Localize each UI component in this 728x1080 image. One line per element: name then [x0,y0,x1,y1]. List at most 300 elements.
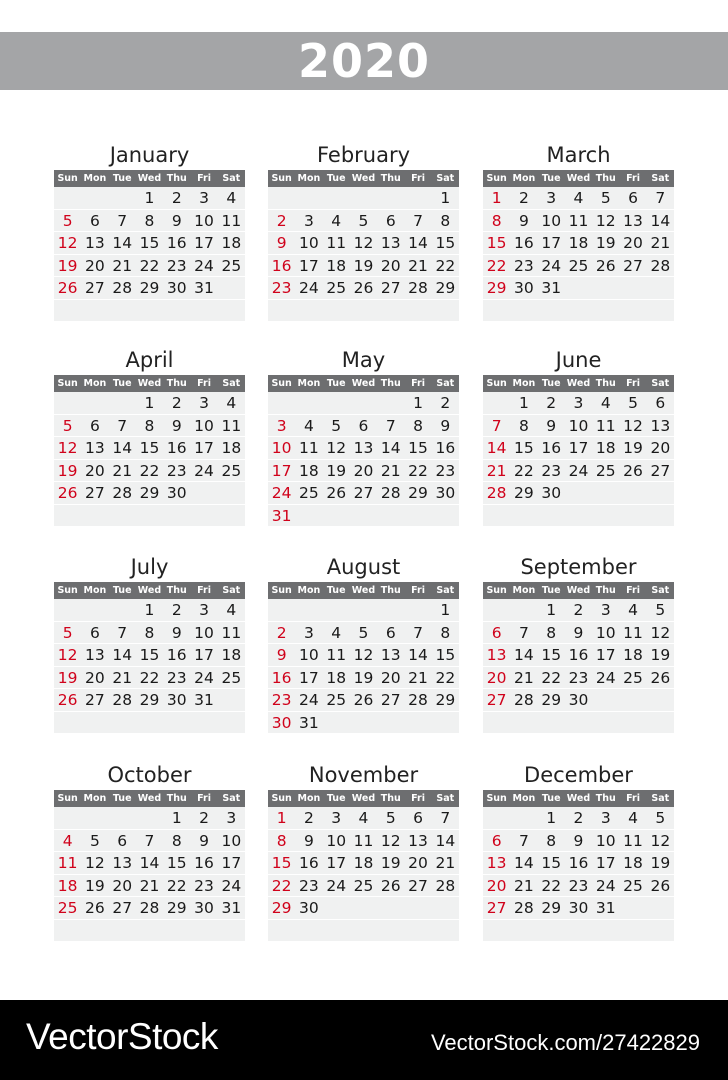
day-cell: 29 [486,279,507,297]
day-cell [404,599,431,621]
day-cell: 3 [226,809,237,827]
day-cell: 5 [89,831,100,850]
day-cell: 29 [514,484,534,502]
month-title: April [125,348,174,372]
month-title: August [326,555,401,579]
day-cell: 4 [628,809,638,827]
day-cell: 28 [112,484,133,502]
weekday-header [54,375,245,392]
week-row [54,460,245,483]
day-cell [268,599,295,621]
day-cell [592,689,619,711]
day-cell: 22 [486,256,507,275]
day-cell: 11 [326,234,347,252]
day-cell: 3 [331,809,342,827]
day-cell: 7 [117,211,128,230]
weekday-label: Wed [351,378,376,389]
day-cell: 7 [117,416,128,435]
day-cell: 20 [650,439,671,457]
day-cell: 25 [623,668,643,687]
weekday-label: Thu [595,793,616,804]
day-cell: 1 [276,809,287,827]
day-cell: 18 [221,234,242,252]
day-cell: 11 [623,623,643,642]
day-cell [323,392,350,414]
weekday-header [483,790,674,807]
day-cell: 4 [628,601,638,619]
day-cell [592,482,619,504]
day-cell: 22 [435,668,456,687]
month-may [268,345,459,527]
day-cell [218,277,245,299]
day-cell: 15 [139,439,160,457]
day-cell: 25 [299,484,319,502]
week-row [483,300,674,323]
day-cell: 16 [514,234,534,252]
day-cell: 2 [440,394,451,412]
day-cell [565,277,592,299]
day-cell: 7 [413,211,423,230]
day-cell: 5 [358,623,369,642]
day-cell: 9 [440,416,451,435]
day-cell: 22 [139,668,160,687]
day-cell: 18 [299,461,319,480]
day-cell: 3 [303,211,314,230]
day-cell [510,599,537,621]
weekday-label: Fri [197,585,211,596]
weekday-label: Wed [351,793,376,804]
day-cell: 19 [57,256,78,275]
day-cell: 13 [486,646,507,664]
weekday-label: Wed [566,793,591,804]
day-cell: 29 [139,279,160,297]
day-cell: 13 [380,646,401,664]
week-row [483,920,674,943]
day-cell [190,505,217,527]
day-cell [54,505,81,527]
weekday-label: Wed [351,585,376,596]
day-cell [377,505,404,527]
day-cell: 29 [139,484,160,502]
month-july [54,552,245,734]
week-row [483,897,674,920]
day-cell: 27 [650,461,671,480]
day-cell: 31 [299,713,319,732]
day-cell: 20 [486,876,507,895]
day-cell: 20 [380,668,401,687]
day-cell [404,712,431,734]
day-cell: 15 [541,646,562,664]
day-cell [510,712,537,734]
day-cell: 21 [435,854,456,872]
day-cell: 17 [194,234,214,252]
day-cell [350,187,377,209]
day-cell: 11 [568,211,589,230]
day-cell: 15 [408,439,428,457]
day-cell: 31 [595,899,616,917]
weekday-label: Fri [626,585,640,596]
day-cell: 24 [299,279,319,297]
day-cell: 16 [541,439,562,457]
day-cell: 9 [518,211,529,230]
week-row [54,599,245,622]
day-cell [619,300,646,322]
day-cell [163,920,190,942]
week-row [54,505,245,528]
day-cell: 8 [546,623,557,642]
day-cell [483,505,510,527]
day-cell: 5 [358,211,369,230]
day-cell: 17 [595,854,616,872]
day-cell [350,300,377,322]
weekday-label: Wed [351,173,376,184]
day-cell: 4 [226,394,237,412]
day-cell: 7 [117,623,128,642]
week-row [268,852,459,875]
day-cell: 22 [541,876,562,895]
day-cell [295,300,322,322]
day-cell: 4 [226,189,237,207]
week-row [483,875,674,898]
day-cell: 25 [221,668,242,687]
day-cell: 26 [326,484,347,502]
day-cell [538,712,565,734]
day-cell: 28 [139,899,160,917]
day-cell: 5 [331,416,342,435]
day-cell: 19 [650,646,671,664]
day-cell: 9 [199,831,209,850]
day-cell: 16 [194,854,214,872]
day-cell: 23 [271,691,292,709]
day-cell: 9 [171,416,182,435]
day-cell: 18 [221,439,242,457]
day-cell [377,897,404,919]
weekday-label: Wed [566,585,591,596]
month-august [268,552,459,734]
day-cell: 4 [331,211,342,230]
weekday-label: Sat [436,378,455,389]
day-cell: 11 [299,439,319,457]
day-cell [432,712,459,734]
day-cell: 22 [271,876,292,895]
day-cell: 10 [299,646,319,664]
day-cell: 21 [408,668,428,687]
week-row [54,852,245,875]
day-cell: 30 [194,899,214,917]
day-cell [350,897,377,919]
day-cell [163,300,190,322]
weekday-label: Wed [137,378,162,389]
day-cell: 25 [595,461,616,480]
weekday-label: Thu [380,173,401,184]
day-cell: 8 [440,623,451,642]
month-title: January [109,143,190,167]
day-cell: 6 [413,809,423,827]
day-cell: 7 [144,831,155,850]
day-cell: 20 [408,854,428,872]
week-row [268,255,459,278]
day-cell: 18 [221,646,242,664]
day-cell [190,482,217,504]
day-cell [565,505,592,527]
week-row [268,807,459,830]
day-cell [54,807,81,829]
day-cell [619,897,646,919]
day-cell: 6 [89,623,100,642]
weekday-label: Wed [137,793,162,804]
day-cell: 21 [380,461,401,480]
day-cell: 5 [600,189,611,207]
weekday-label: Fri [197,173,211,184]
day-cell: 21 [112,668,133,687]
day-cell: 8 [144,416,155,435]
day-cell [592,277,619,299]
day-cell: 13 [85,439,105,457]
week-row [268,505,459,528]
day-cell: 11 [353,831,374,850]
day-cell [136,505,163,527]
weekday-label: Tue [326,793,346,804]
weekday-label: Mon [297,793,321,804]
week-row [483,644,674,667]
day-cell: 7 [440,809,451,827]
week-row [268,232,459,255]
day-cell [54,392,81,414]
weekday-label: Mon [512,173,536,184]
month-title: November [308,763,419,787]
day-cell [404,187,431,209]
day-cell [538,505,565,527]
day-cell: 5 [62,211,73,230]
day-cell [81,187,108,209]
day-cell: 27 [486,899,507,917]
week-row [483,667,674,690]
day-cell: 17 [194,646,214,664]
weekday-label: Sat [222,173,241,184]
day-cell [377,187,404,209]
day-cell: 10 [221,831,242,850]
week-row [483,599,674,622]
weekday-label: Sun [57,173,78,184]
day-cell: 14 [139,854,160,872]
day-cell [483,599,510,621]
day-cell: 28 [112,691,133,709]
week-row [483,415,674,438]
day-cell: 18 [326,668,347,687]
day-cell: 15 [514,439,534,457]
day-cell: 11 [221,416,242,435]
day-cell: 1 [440,601,451,619]
day-cell: 5 [62,416,73,435]
day-cell: 6 [628,189,638,207]
day-cell: 19 [595,234,616,252]
day-cell [404,897,431,919]
month-title: July [130,555,169,579]
day-cell: 4 [358,809,369,827]
day-cell [404,300,431,322]
day-cell [377,712,404,734]
weekday-label: Thu [380,793,401,804]
day-cell: 18 [57,876,78,895]
day-cell [404,920,431,942]
weekday-label: Tue [326,173,346,184]
weekday-label: Sun [57,793,78,804]
day-cell: 23 [271,279,292,297]
day-cell: 24 [194,256,214,275]
day-cell [218,300,245,322]
day-cell: 25 [221,461,242,480]
week-row [54,622,245,645]
day-cell: 23 [568,876,589,895]
week-row [54,277,245,300]
day-cell [432,920,459,942]
week-row [268,277,459,300]
day-cell [432,300,459,322]
day-cell: 27 [112,899,133,917]
day-cell: 14 [380,439,401,457]
day-cell [295,392,322,414]
day-cell [295,920,322,942]
brand-logo-text: VectorStock [26,1016,218,1057]
day-cell: 23 [514,256,534,275]
day-cell: 22 [139,256,160,275]
day-cell: 9 [573,831,584,850]
day-cell: 21 [112,256,133,275]
day-cell: 15 [139,646,160,664]
day-cell: 6 [358,416,369,435]
day-cell: 10 [541,211,562,230]
day-cell: 12 [595,211,616,230]
day-cell: 7 [518,831,529,850]
day-cell [592,712,619,734]
week-row [483,277,674,300]
week-row [268,897,459,920]
day-cell: 11 [595,416,616,435]
weekday-label: Thu [595,585,616,596]
day-cell: 23 [541,461,562,480]
day-cell: 17 [299,256,319,275]
week-row [54,300,245,323]
day-cell: 8 [171,831,182,850]
weekday-label: Sat [222,378,241,389]
day-cell: 28 [408,691,428,709]
weekday-label: Mon [83,585,107,596]
day-cell: 16 [299,854,319,872]
day-cell: 31 [194,691,214,709]
day-cell: 2 [303,809,314,827]
week-row [54,712,245,735]
day-cell: 30 [299,899,319,917]
day-cell: 3 [303,623,314,642]
day-cell [323,712,350,734]
week-row [483,210,674,233]
weekday-label: Mon [83,173,107,184]
day-cell: 6 [89,416,100,435]
day-cell: 22 [514,461,534,480]
day-cell: 24 [541,256,562,275]
weekday-label: Wed [137,585,162,596]
day-cell [109,920,136,942]
day-cell: 29 [408,484,428,502]
weekday-label: Thu [166,585,187,596]
weekday-label: Mon [297,173,321,184]
weekday-label: Thu [166,793,187,804]
week-row [54,875,245,898]
day-cell: 26 [57,484,78,502]
day-cell [377,920,404,942]
day-cell: 2 [276,211,287,230]
day-cell [377,599,404,621]
day-cell [538,300,565,322]
week-row [268,712,459,735]
day-cell: 15 [435,646,456,664]
weekday-header [268,790,459,807]
day-cell: 30 [166,691,187,709]
weekday-label: Fri [411,173,425,184]
week-row [54,897,245,920]
day-cell: 30 [166,484,187,502]
day-cell: 8 [491,211,502,230]
day-cell: 6 [385,623,396,642]
weekday-label: Tue [112,173,132,184]
day-cell: 26 [57,691,78,709]
weekday-label: Sat [651,173,670,184]
year-title: 2020 [297,34,431,88]
day-cell: 29 [166,899,187,917]
week-row [483,622,674,645]
week-row [54,210,245,233]
day-cell: 28 [112,279,133,297]
day-cell [619,482,646,504]
day-cell [109,712,136,734]
week-row [268,210,459,233]
month-march [483,140,674,322]
day-cell [295,599,322,621]
day-cell: 24 [326,876,347,895]
month-november [268,760,459,942]
month-january [54,140,245,322]
day-cell: 13 [85,646,105,664]
day-cell: 14 [408,234,428,252]
day-cell: 12 [57,234,78,252]
day-cell: 24 [595,876,616,895]
day-cell [404,505,431,527]
day-cell: 3 [199,601,209,619]
day-cell: 19 [353,668,374,687]
day-cell: 9 [276,646,287,664]
day-cell [218,920,245,942]
day-cell: 12 [650,623,671,642]
day-cell: 1 [546,601,557,619]
day-cell [350,920,377,942]
weekday-label: Sun [57,378,78,389]
week-row [54,437,245,460]
day-cell [483,920,510,942]
day-cell: 7 [385,416,396,435]
day-cell: 10 [326,831,347,850]
weekday-label: Thu [380,378,401,389]
day-cell: 12 [353,646,374,664]
day-cell: 27 [380,279,401,297]
day-cell [295,187,322,209]
week-row [483,255,674,278]
day-cell: 18 [326,256,347,275]
day-cell [565,920,592,942]
day-cell: 27 [85,279,105,297]
day-cell: 20 [85,256,105,275]
day-cell: 14 [112,646,133,664]
day-cell: 12 [57,439,78,457]
